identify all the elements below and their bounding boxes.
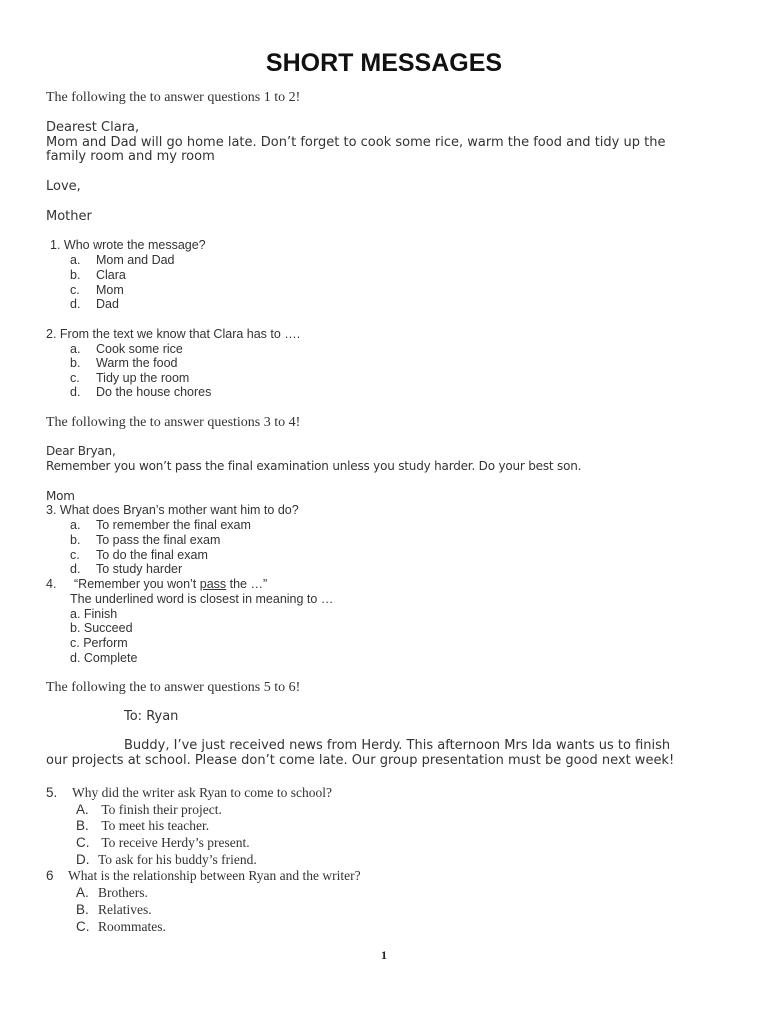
underlined-word: pass [199,577,227,591]
instruction-3: The following the to answer questions 5 to 6! [46,680,301,695]
option [70,371,189,385]
option [70,342,183,356]
quote-before: “Remember you won’t [74,577,200,591]
quote-after: the …” [226,577,268,591]
question-4-text: The underlined word is closest in meaning to … [70,592,334,606]
message-body: Remember you won’t pass the final examination unless you study harder. Do your best son. [46,459,582,473]
option-marker: C. [76,919,90,934]
option [70,283,124,297]
question-number: 6 [46,868,54,883]
option-text: Clara [96,268,126,282]
option-marker: D. [76,852,90,867]
option-text: To receive Herdy’s present. [101,835,250,850]
page-number: 1 [381,948,387,962]
option: a. Finish [70,607,118,621]
option-marker: B. [76,818,89,833]
option-marker: A. [76,885,89,900]
option-text: To remember the final exam [96,518,251,532]
page-title: SHORT MESSAGES [265,49,503,77]
option [70,533,220,547]
message-signature: Mom [46,489,75,503]
option-marker: a. [70,518,81,532]
question-6 [46,868,361,884]
message-to: To: Ryan [124,709,179,724]
message-body: Mom and Dad will go home late. Don’t forget to cook some rice, warm the food and tidy up the [46,135,666,150]
option [76,852,257,868]
option [76,818,209,834]
option-text: To pass the final exam [96,533,221,547]
message-greeting: Dearest Clara, [46,120,140,135]
option-marker: C. [76,835,90,850]
option-marker: d. [70,562,81,576]
option-marker: b. [70,533,81,547]
option: d. Complete [70,651,138,665]
option-text: Do the house chores [96,385,212,399]
option-marker: a. [70,342,81,356]
option-marker: b. [70,356,81,370]
message-body: family room and my room [46,149,215,164]
option-text: Relatives. [98,902,152,917]
message-greeting: Dear Bryan, [46,444,116,458]
option-text: To finish their project. [101,802,222,817]
option-text: Cook some rice [96,342,183,356]
question-4 [46,577,267,591]
question-1: 1. Who wrote the message? [50,238,206,252]
question-3: 3. What does Bryan’s mother want him to do? [46,503,299,517]
option [70,253,175,267]
option-marker: d. [70,385,81,399]
option [76,835,250,851]
instruction-2: The following the to answer questions 3 to 4! [46,415,301,430]
option [76,919,166,935]
option-text: Mom and Dad [96,253,175,267]
option [70,297,119,311]
option-text: To do the final exam [96,548,208,562]
question-5 [46,785,332,801]
option-marker: A. [76,802,89,817]
option-text: Tidy up the room [96,371,190,385]
option-text: Roommates. [98,919,166,934]
option-marker: c. [70,283,80,297]
message-closing: Love, [46,179,81,194]
option-text: Mom [96,283,124,297]
option [70,518,251,532]
option-text: Warm the food [96,356,178,370]
option [70,385,211,399]
question-2: 2. From the text we know that Clara has to …. [46,327,301,341]
option [76,902,152,918]
option [70,548,208,562]
option-marker: c. [70,371,80,385]
option-text: Dad [96,297,119,311]
option [70,356,178,370]
option-marker: b. [70,268,81,282]
option [70,268,126,282]
message-body: Buddy, I’ve just received news from Herdy. This afternoon Mrs Ida wants us to finish [124,738,671,753]
option [70,562,182,576]
message-body: our projects at school. Please don’t come late. Our group presentation must be good next week! [46,753,675,768]
option-marker: a. [70,253,81,267]
option-text: Brothers. [98,885,148,900]
option-text: To meet his teacher. [101,818,210,833]
option [76,885,148,901]
option [76,802,222,818]
question-text: Why did the writer ask Ryan to come to school? [72,785,333,800]
question-number: 5. [46,785,58,800]
question-number: 4. [46,577,57,591]
instruction-1: The following the to answer questions 1 to 2! [46,90,301,105]
option-text: To study harder [96,562,183,576]
message-signature: Mother [46,209,92,224]
option-marker: c. [70,548,80,562]
option-text: To ask for his buddy’s friend. [98,852,257,867]
option: b. Succeed [70,621,133,635]
option-marker: d. [70,297,81,311]
option-marker: B. [76,902,89,917]
option: c. Perform [70,636,128,650]
question-text: What is the relationship between Ryan and the writer? [68,868,361,883]
